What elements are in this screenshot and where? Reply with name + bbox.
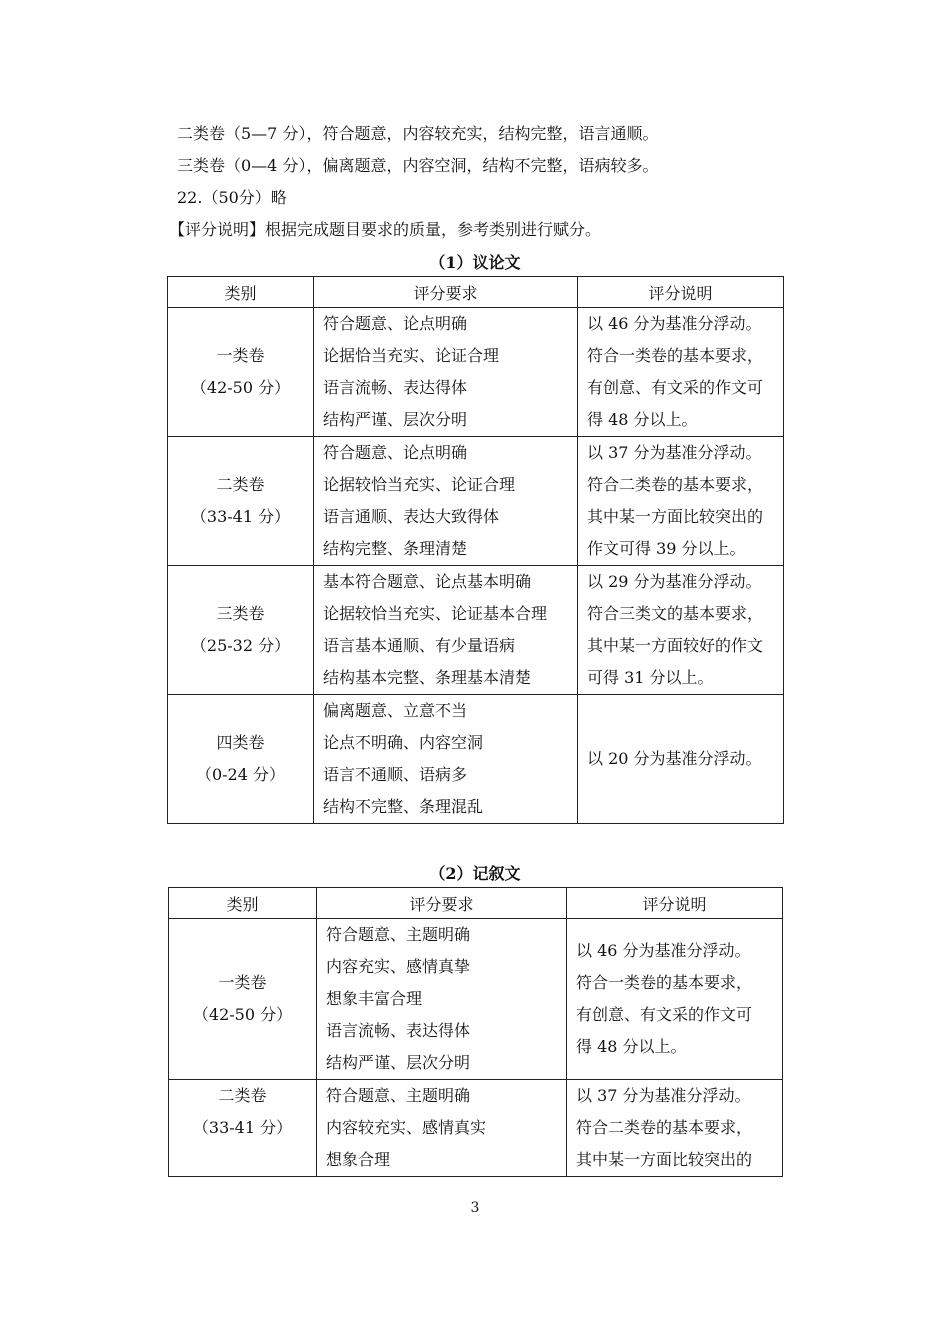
requirement-line: 想象合理 [326,1150,391,1169]
table2-caption: （2）记叙文 [429,864,521,883]
requirement-line: 结构严谨、层次分明 [326,1053,471,1072]
header-requirements: 评分要求 [314,277,578,308]
notes-cell [578,695,784,824]
requirement-line: 论据较恰当充实、论证基本合理 [323,604,548,623]
requirement-line: 语言流畅、表达得体 [326,1021,471,1040]
category-label: 三类卷 [216,604,265,623]
note-line: 以 20 分为基准分浮动。 [587,749,762,768]
requirement-line: 论点不明确、内容空洞 [323,733,484,752]
page-number: 3 [470,1200,480,1216]
requirement-line: 语言流畅、表达得体 [323,378,468,397]
note-line: 有创意、有文采的作文可 [576,1005,753,1024]
requirement-line: 语言通顺、表达大致得体 [323,507,500,526]
header-category: 类别 [168,277,314,308]
note-line: 以 37 分为基准分浮动。 [587,443,762,462]
category-range: （33-41 分） [192,1118,293,1137]
paragraph-grade2: 二类卷（5—7 分），符合题意，内容较充实，结构完整，语言通顺。 [177,124,659,143]
requirement-line: 论据较恰当充实、论证合理 [323,475,516,494]
category-range: （42-50 分） [190,378,291,397]
requirement-line: 结构不完整、条理混乱 [323,797,484,816]
table-row [168,695,784,824]
table-row [168,437,784,566]
note-line: 符合一类卷的基本要求， [587,346,764,365]
note-line: 符合三类文的基本要求， [587,604,764,623]
category-range: （42-50 分） [192,1005,293,1024]
notes-cell [578,437,784,566]
table-row [168,566,784,695]
category-range: （25-32 分） [190,636,291,655]
requirement-line: 结构完整、条理清楚 [323,539,468,558]
category-cell [169,919,317,1080]
header-notes: 评分说明 [567,888,783,919]
requirement-line: 偏离题意、立意不当 [323,701,468,720]
note-line: 得 48 分以上。 [576,1037,687,1056]
note-line: 可得 31 分以上。 [587,668,714,687]
notes-cell [567,919,783,1080]
paragraph-q22: 22.（50分）略 [177,188,287,207]
note-line: 有创意、有文采的作文可 [587,378,764,397]
category-range: （0-24 分） [195,765,286,784]
note-line: 以 29 分为基准分浮动。 [587,572,762,591]
requirements-cell [314,566,578,695]
requirement-line: 结构严谨、层次分明 [323,410,468,429]
note-line: 符合二类卷的基本要求， [587,475,764,494]
note-line: 符合一类卷的基本要求， [576,973,753,992]
table-header-row [168,277,784,308]
requirements-cell [314,437,578,566]
requirement-line: 内容充实、感情真挚 [326,957,471,976]
note-line: 以 46 分为基准分浮动。 [576,941,751,960]
category-label: 二类卷 [216,475,265,494]
requirement-line: 结构基本完整、条理基本清楚 [323,668,532,687]
requirement-line: 符合题意、论点明确 [323,314,468,333]
category-cell [168,695,314,824]
category-cell [168,308,314,437]
paragraph-scoring-note: 【评分说明】根据完成题目要求的质量，参考类别进行赋分。 [169,220,602,239]
argumentative-scoring-table [167,276,784,824]
category-label: 四类卷 [216,733,265,752]
category-label: 一类卷 [216,346,265,365]
category-cell [168,437,314,566]
requirement-line: 符合题意、主题明确 [326,1086,471,1105]
requirement-line: 论据恰当充实、论证合理 [323,346,500,365]
category-label: 一类卷 [218,973,267,992]
notes-cell [578,566,784,695]
requirement-line: 想象丰富合理 [326,989,423,1008]
requirement-line: 基本符合题意、论点基本明确 [323,572,532,591]
note-line: 其中某一方面比较突出的 [587,507,764,526]
note-line: 作文可得 39 分以上。 [587,539,746,558]
notes-cell [578,308,784,437]
note-line: 其中某一方面比较突出的 [576,1150,753,1169]
requirement-line: 语言基本通顺、有少量语病 [323,636,516,655]
requirements-cell [314,695,578,824]
table1-caption: （1）议论文 [429,253,521,272]
note-line: 以 37 分为基准分浮动。 [576,1086,751,1105]
category-cell [169,1080,317,1177]
note-line: 其中某一方面较好的作文 [587,636,764,655]
requirement-line: 符合题意、论点明确 [323,443,468,462]
note-line: 符合二类卷的基本要求， [576,1118,753,1137]
requirement-line: 内容较充实、感情真实 [326,1118,487,1137]
category-cell [168,566,314,695]
paragraph-grade3: 三类卷（0—4 分），偏离题意，内容空洞，结构不完整，语病较多。 [177,156,659,175]
header-requirements: 评分要求 [317,888,567,919]
category-range: （33-41 分） [190,507,291,526]
requirement-line: 符合题意、主题明确 [326,925,471,944]
header-category: 类别 [169,888,317,919]
narrative-scoring-table [168,887,783,1177]
header-notes: 评分说明 [578,277,784,308]
notes-cell [567,1080,783,1177]
table-row [168,308,784,437]
table-row [169,919,783,1080]
note-line: 得 48 分以上。 [587,410,698,429]
table-header-row [169,888,783,919]
table-row [169,1080,783,1177]
requirements-cell [314,308,578,437]
note-line: 以 46 分为基准分浮动。 [587,314,762,333]
requirements-cell [317,919,567,1080]
requirements-cell [317,1080,567,1177]
category-label: 二类卷 [218,1086,267,1105]
requirement-line: 语言不通顺、语病多 [323,765,468,784]
